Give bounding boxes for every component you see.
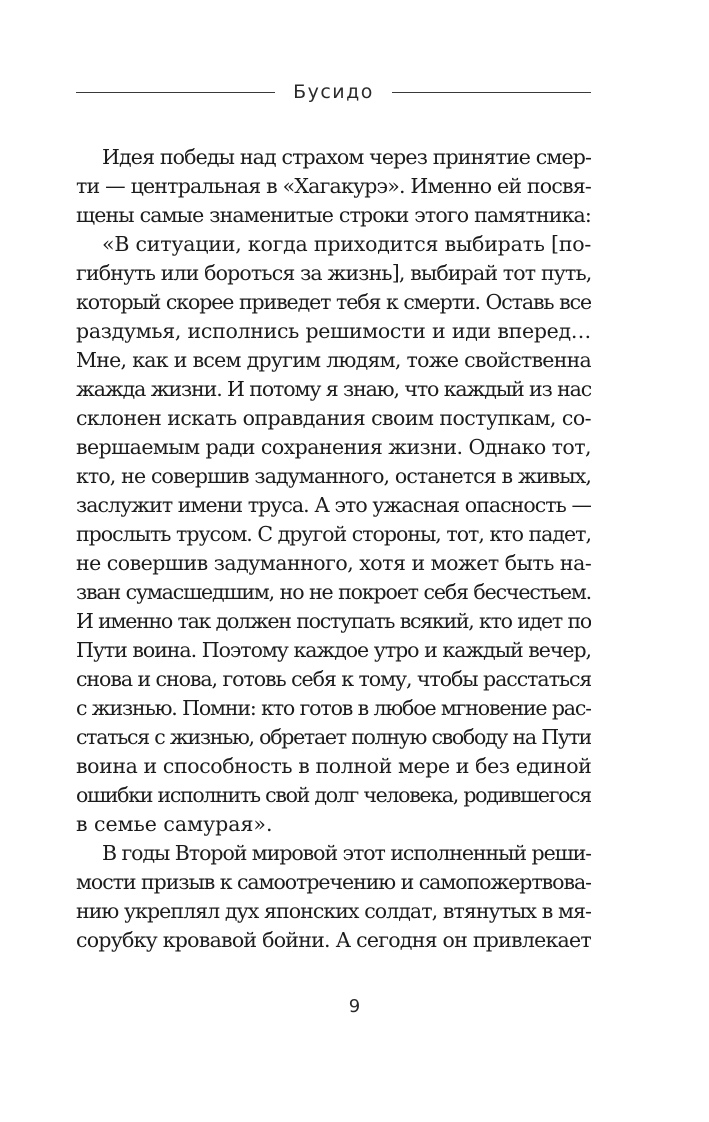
text-line: Пути воина. Поэтому каждое утро и каждый вечер, xyxy=(76,638,591,662)
text-line: заслужит имени труса. А это ужасная опасность — xyxy=(76,493,591,517)
text-line: Идея победы над страхом через принятие смер- xyxy=(102,145,591,169)
text-line: щены самые знаменитые строки этого памятника: xyxy=(76,203,591,227)
running-head-left-rule xyxy=(76,92,275,93)
text-line: прослыть трусом. С другой стороны, тот, кто падет, xyxy=(76,522,591,546)
text-line: не совершив задуманного, хотя и может быть на- xyxy=(76,551,591,575)
text-line: кто, не совершив задуманного, останется в живых, xyxy=(76,464,591,488)
paragraph xyxy=(76,839,591,955)
text-line: снова и снова, готовь себя к тому, чтобы расстаться xyxy=(76,667,591,691)
text-line: статься с жизнью, обретает полную свободу на Пути xyxy=(76,725,591,749)
text-line: который скорее приведет тебя к смерти. Оставь все xyxy=(76,290,591,314)
page-number: 9 xyxy=(348,996,361,1017)
text-line: нию укреплял дух японских солдат, втянутых в мя- xyxy=(76,899,591,923)
text-line: вершаемым ради сохранения жизни. Однако тот, xyxy=(76,435,591,459)
running-head xyxy=(76,78,591,106)
text-line: склонен искать оправдания своим поступкам, со- xyxy=(76,406,591,430)
running-head-right-rule xyxy=(392,92,591,93)
text-line: Мне, как и всем другим людям, тоже свойственна xyxy=(76,348,591,372)
quote-paragraph xyxy=(76,230,591,839)
text-line: зван сумасшедшим, но не покроет себя бесчестьем. xyxy=(76,580,591,604)
paragraph xyxy=(76,143,591,230)
text-line: воина и способность в полной мере и без единой xyxy=(76,754,591,778)
text-line: гибнуть или бороться за жизнь], выбирай тот путь, xyxy=(76,261,591,285)
text-line: ошибки исполнить свой долг человека, родившегося xyxy=(76,783,591,807)
text-line: раздумья, исполнись решимости и иди вперед… xyxy=(76,319,591,343)
body-text xyxy=(76,143,591,955)
text-line: ти — центральная в «Хагакурэ». Именно ей посвя- xyxy=(76,174,591,198)
text-line: «В ситуации, когда приходится выбирать [по- xyxy=(102,232,591,256)
text-line: мости призыв к самоотречению и самопожертвова- xyxy=(76,870,591,894)
text-line: сорубку кровавой бойни. А сегодня он привлекает xyxy=(76,928,591,952)
text-line: жажда жизни. И потому я знаю, что каждый из нас xyxy=(76,377,591,401)
text-line: с жизнью. Помни: кто готов в любое мгновение рас- xyxy=(76,696,591,720)
text-line: В годы Второй мировой этот исполненный реши- xyxy=(102,841,591,865)
text-line: в семье самурая». xyxy=(76,812,273,836)
running-head-title: Бусидо xyxy=(293,81,374,103)
text-line: И именно так должен поступать всякий, кто идет по xyxy=(76,609,591,633)
